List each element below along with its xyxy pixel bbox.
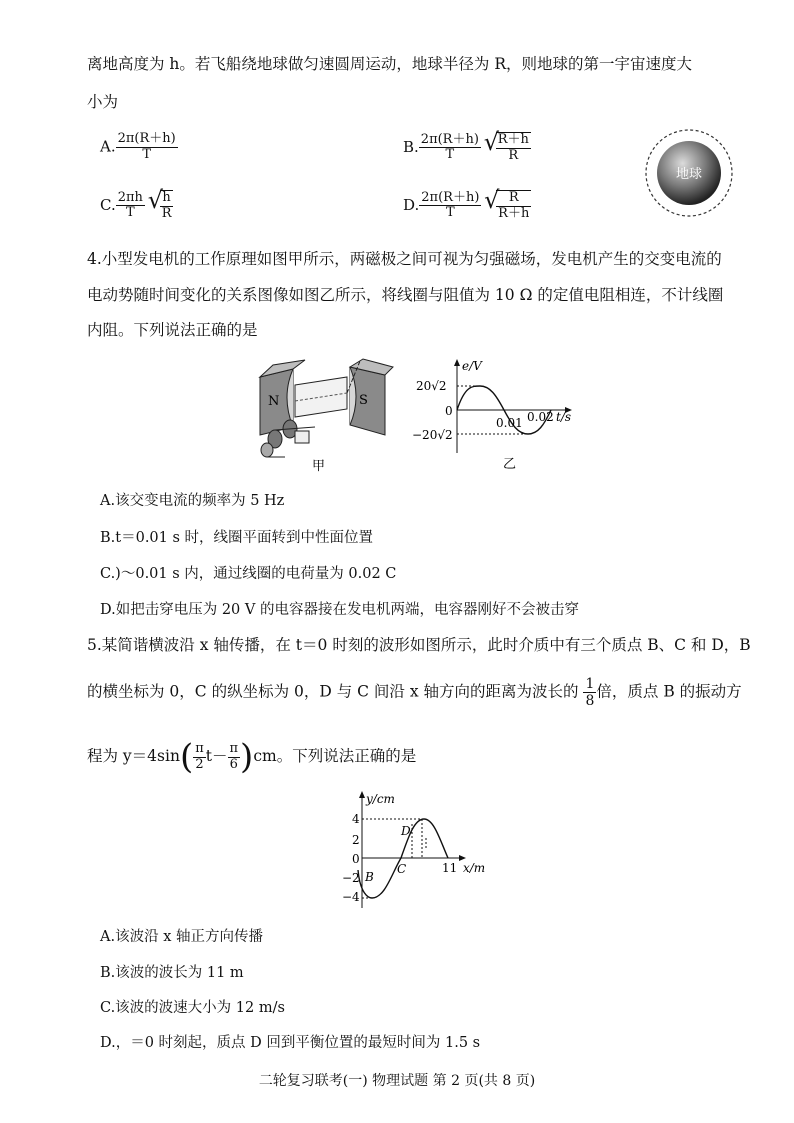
q5-option-b: B.该波的波长为 11 m (100, 965, 244, 981)
tick-neg2: −2 (342, 871, 360, 885)
y-axis-label: y/cm (366, 792, 395, 806)
q3-option-c (100, 190, 173, 222)
q4-line2: 电动势随时间变化的关系图像如图乙所示，将线圈与阻值为 10 Ω 的定值电阻相连，不计线圈 (87, 286, 724, 304)
emf-time-graph (410, 355, 585, 475)
q3-option-b (403, 132, 531, 164)
fraction (228, 742, 241, 773)
s-pole-label: S (359, 393, 368, 408)
earth-label: 地球 (675, 167, 703, 182)
tick-4: 4 (352, 812, 360, 826)
square-root (486, 190, 531, 222)
earth-figure (643, 127, 735, 219)
numerator: π (195, 740, 204, 756)
text: 程为 y＝4sin (87, 747, 180, 765)
point-c-label: C (397, 862, 407, 876)
numerator: π (229, 740, 239, 756)
q4-option-d: D.如把击穿电压为 20 V 的电容器接在发电机两端，电容器刚好不会被击穿 (100, 602, 579, 618)
fraction (116, 191, 145, 222)
option-letter: B. (403, 137, 419, 156)
n-pole-label: N (268, 394, 280, 409)
numerator: 2πh (117, 189, 143, 205)
point-d-label: D (401, 824, 411, 838)
square-root (486, 132, 531, 164)
generator-figure (255, 357, 395, 475)
option-letter: D. (403, 195, 420, 214)
fraction (419, 133, 481, 164)
q5-option-c: C.该波的波速大小为 12 m/s (100, 1000, 285, 1016)
q4-option-b: B.t＝0.01 s 时，线圈平面转到中性面位置 (100, 530, 374, 546)
radicand-numerator: √ h (160, 191, 174, 207)
q5-line3: 程为 y＝4sin( $\frac{\pi}{2}$ t－ $\frac{\pi}{6}$ )cm。下列说法正确的是 (87, 737, 417, 777)
q4-line1: 4.小型发电机的工作原理如图甲所示，两磁极之间可视为匀强磁场，发电机产生的交变电流的 (87, 250, 722, 268)
denominator: 2 (195, 756, 204, 772)
text: t－ (205, 747, 228, 765)
numerator: 1 (585, 676, 595, 692)
q4-line3: 内阻。下列说法正确的是 (87, 321, 258, 339)
page-footer: 二轮复习联考(一) 物理试题 第 2 页(共 8 页) (258, 1073, 536, 1089)
denominator: T (445, 205, 455, 221)
tick-2: 2 (352, 833, 360, 847)
q5-option-d: D.，＝0 时刻起，质点 D 回到平衡位置的最短时间为 1.5 s (100, 1035, 481, 1051)
q3-line1: 离地高度为 h。若飞船绕地球做匀速圆周运动，地球半径为 R，则地球的第一宇宙速度大 (87, 55, 693, 73)
figure-yi-label: 乙 (503, 457, 517, 472)
q4-option-a: A.该交变电流的频率为 5 Hz (100, 493, 285, 509)
numerator: 2π(R＋h) (421, 189, 480, 205)
fraction (116, 132, 178, 163)
point-b-label: B (365, 870, 374, 884)
tick-zero: 0 (445, 404, 453, 418)
tick-top: 20√2 (416, 379, 447, 393)
wave-graph (330, 788, 500, 913)
text: cm。下列说法正确的是 (253, 747, 417, 765)
numerator: 2π(R＋h) (420, 131, 479, 147)
radicand-numerator: √ R (496, 191, 531, 207)
q5-option-a: A.该波沿 x 轴正方向传播 (100, 929, 263, 945)
numerator: 2π(R＋h) (117, 131, 176, 146)
tick-x1: 0.01 (496, 416, 523, 430)
text: 倍，质点 B 的振动方 (596, 682, 742, 701)
tick-x2: 0.02 (527, 410, 554, 424)
tick-11: 11 (442, 861, 458, 875)
radicand-denominator: R＋h (498, 205, 530, 221)
radicand-numerator: √ R＋h (497, 132, 529, 147)
option-letter: A. (100, 137, 116, 156)
denominator: T (445, 147, 455, 163)
tick-bottom: −20√2 (412, 428, 453, 442)
square-root (150, 190, 174, 222)
x-axis-label: x/m (463, 861, 486, 875)
fraction (419, 191, 481, 222)
y-axis-label: e/V (462, 359, 482, 373)
q3-option-a (100, 132, 178, 163)
denominator: 6 (229, 756, 238, 772)
text: 的横坐标为 0，C 的纵坐标为 0，D 与 C 间沿 x 轴方向的距离为波长的 (87, 682, 579, 701)
denominator: T (125, 205, 135, 221)
tick-neg4: −4 (342, 890, 360, 904)
fraction (583, 676, 596, 709)
figure-jia-label: 甲 (312, 459, 326, 474)
q5-line2 (87, 676, 742, 709)
option-letter: C. (100, 195, 116, 214)
x-axis-label: t/s (556, 410, 572, 424)
q4-option-c: C.)～0.01 s 内，通过线圈的电荷量为 0.02 C (100, 566, 397, 582)
denominator: 8 (585, 693, 595, 710)
fraction (193, 742, 206, 773)
radicand-denominator: R (508, 147, 519, 163)
tick-0: 0 (352, 852, 360, 866)
q5-line1: 5.某简谐横波沿 x 轴传播，在 t＝0 时刻的波形如图所示，此时介质中有三个质点 B、C 和 D，B (87, 636, 751, 654)
q3-line2: 小为 (87, 93, 119, 111)
q3-option-d (403, 190, 531, 222)
denominator: T (142, 146, 151, 162)
radicand-denominator: R (161, 205, 172, 221)
